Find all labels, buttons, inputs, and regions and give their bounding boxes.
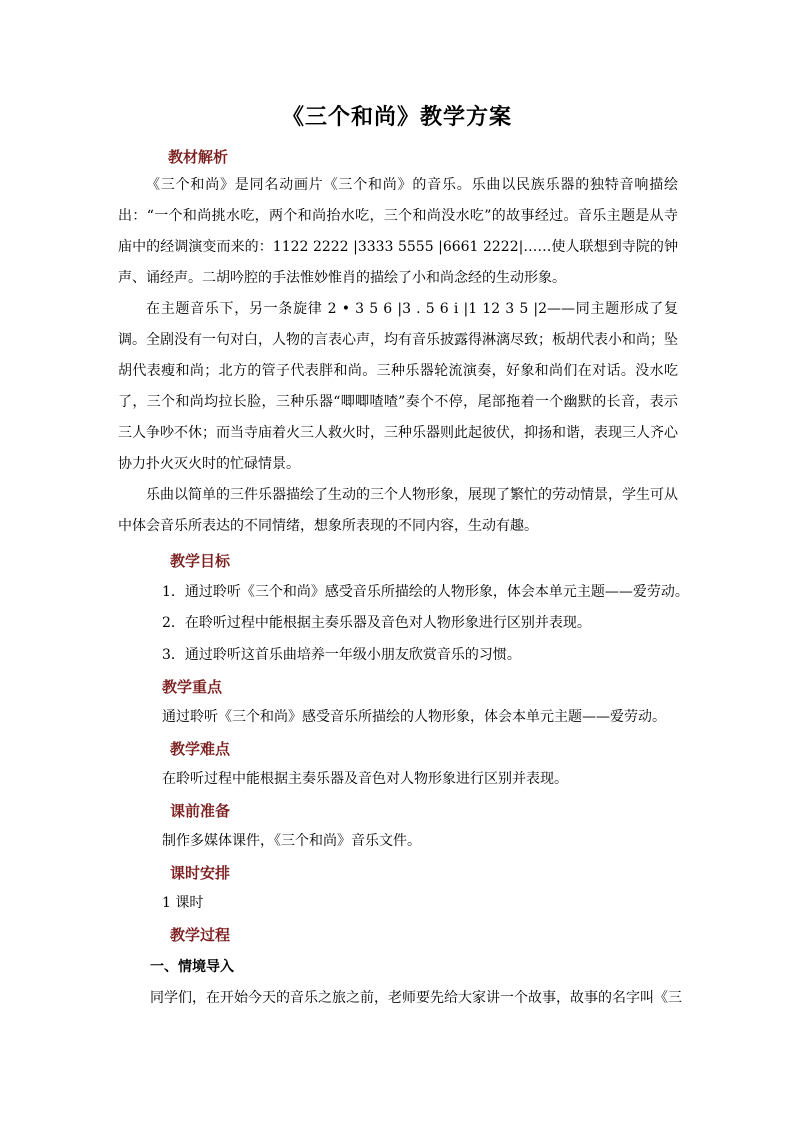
paragraph-analysis-1: 《三个和尚》是同名动画片《三个和尚》的音乐。乐曲以民族乐器的独特音响描绘出：“一个和尚挑水吃，两个和尚抬水吃，三个和尚没水吃”的故事经过。音乐主题是从寺庙中的经调演变而来的：1122 2222 |3333 5555 |6661 2222|……使人联想到寺院的钟声、诵经声。二胡吟腔的手法惟妙惟肖的描绘了小和尚念经的生动形象。 xyxy=(118,177,678,286)
process-text: 同学们，在开始今天的音乐之旅之前，老师要先给大家讲一个故事，故事的名字叫《三 xyxy=(150,990,682,1006)
heading-difficulty: 教学难点 xyxy=(170,740,231,758)
heading-schedule: 课时安排 xyxy=(170,864,231,882)
heading-prep: 课前准备 xyxy=(170,802,231,820)
schedule-text: 1 课时 xyxy=(162,895,204,911)
prep-text: 制作多媒体课件，《三个和尚》音乐文件。 xyxy=(162,833,421,849)
heading-focus: 教学重点 xyxy=(162,678,223,696)
paragraph-analysis-3: 乐曲以简单的三件乐器描绘了生动的三个人物形象，展现了繁忙的劳动情景，学生可从中体会音乐所表达的不同情绪，想象所表现的不同内容，生动有趣。 xyxy=(118,487,678,534)
difficulty-text: 在聆听过程中能根据主奏乐器及音色对人物形象进行区别并表现。 xyxy=(162,771,568,787)
goal-item-1: 1．通过聆听《三个和尚》感受音乐所描绘的人物形象，体会本单元主题——爱劳动。 xyxy=(162,584,689,600)
process-subheading: 一、情境导入 xyxy=(150,959,234,975)
focus-text: 通过聆听《三个和尚》感受音乐所描绘的人物形象，体会本单元主题——爱劳动。 xyxy=(162,709,666,725)
document-title: 《三个和尚》教学方案 xyxy=(281,104,512,130)
goal-item-3: 3．通过聆听这首乐曲培养一年级小朋友欣赏音乐的习惯。 xyxy=(162,647,521,663)
paragraph-analysis-2: 在主题音乐下，另一条旋律 2 • 3 5 6 |3 . 5 6 i |1 12 3 5 |2——同主题形成了复调。全剧没有一句对白，人物的言表心声，均有音乐披露得淋漓尽致；板胡代表小和尚；坠胡代表瘦和尚；北方的管子代表胖和尚。三种乐器轮流演奏，好象和尚们在对话。没水吃了，三个和尚均拉长脸，三种乐器“唧唧喳喳”奏个不停，尾部拖着一个幽默的长音，表示三人争吵不休；而当寺庙着火三人救火时，三种乐器则此起彼伏，抑扬和谐，表现三人齐心协力扑火灭火时的忙碌情景。 xyxy=(118,301,678,472)
heading-goals: 教学目标 xyxy=(170,552,231,570)
heading-process: 教学过程 xyxy=(170,926,231,944)
heading-analysis: 教材解析 xyxy=(168,148,229,166)
goal-item-2: 2．在聆听过程中能根据主奏乐器及音色对人物形象进行区别并表现。 xyxy=(162,615,591,631)
